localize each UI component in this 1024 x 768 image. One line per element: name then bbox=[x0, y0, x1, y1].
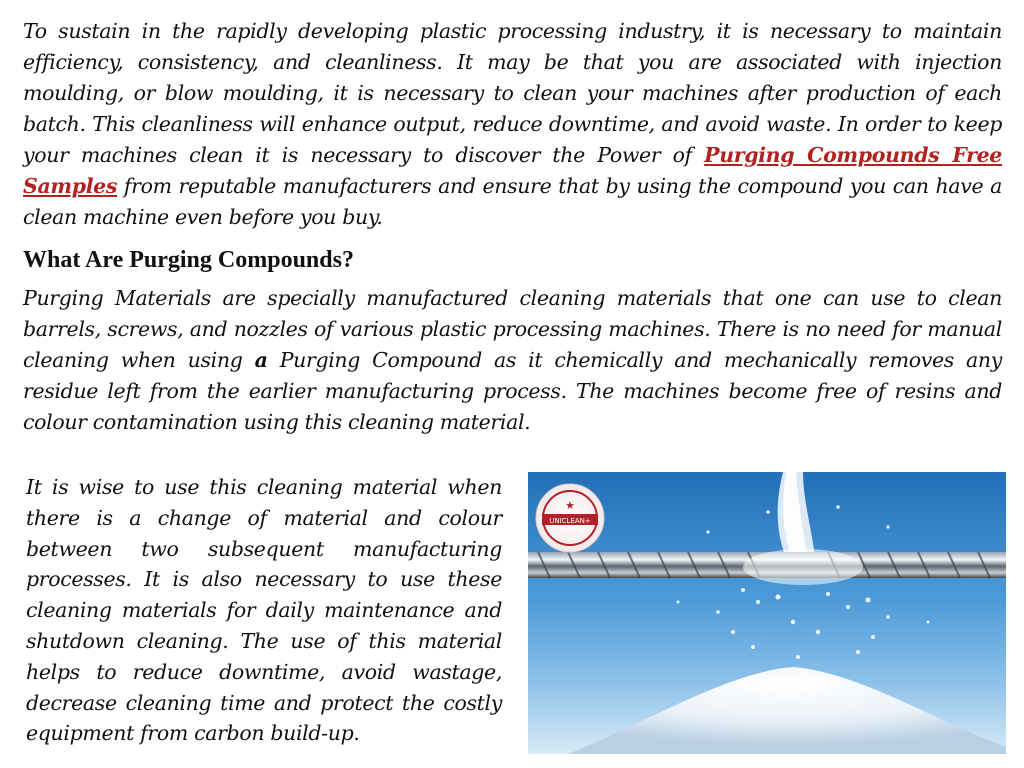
section-heading: What Are Purging Compounds? bbox=[23, 247, 354, 273]
definition-text-end: Purging Compound as it chemically and mechanically removes any residue left from the earlier manufacturing process. The machines become free of resins and colour contamination using this cleaning material. bbox=[23, 348, 1002, 434]
intro-text-start: To sustain in the rapidly developing plastic processing industry, it is necessary to maintain efficiency, consistency, and cleanliness. It may be that you are associated with injection moulding, or blow moulding, it is necessary to clean your machines after production of each batch. This cleanliness will enhance output, reduce downtime, and avoid waste. In order to keep your machines clean it is necessary to discover the Power of bbox=[23, 19, 1002, 167]
definition-emphasis: a bbox=[254, 348, 268, 372]
purging-screw-photo bbox=[528, 472, 1006, 754]
definition-text-start: Purging Materials are specially manufactured cleaning materials that one can use to clean barrels, screws, and nozzles of various plastic processing machines. There is no need for manual cleaning when using bbox=[23, 286, 1002, 372]
logo-star-icon: ★ bbox=[565, 499, 575, 512]
photo-illustration bbox=[528, 472, 1006, 754]
usage-paragraph: It is wise to use this cleaning material when there is a change of material and colour between two subsequent manufacturing processes. It is also necessary to use these cleaning materials for daily maintenance and shutdown cleaning. The use of this material helps to reduce downtime, avoid wastage, decrease cleaning time and protect the costly equipment from carbon build-up. bbox=[26, 475, 502, 746]
lower-section bbox=[26, 472, 1002, 756]
document-page bbox=[23, 16, 1002, 438]
logo-text: UNICLEAN+ bbox=[549, 517, 591, 525]
definition-paragraph bbox=[23, 283, 1002, 438]
purging-compounds-free-samples-link[interactable]: Purging Compounds Free Samples bbox=[23, 143, 1002, 198]
intro-text-end: from reputable manufacturers and ensure that by using the compound you can have a clean machine even before you buy. bbox=[23, 174, 1002, 229]
intro-paragraph bbox=[23, 16, 1002, 233]
